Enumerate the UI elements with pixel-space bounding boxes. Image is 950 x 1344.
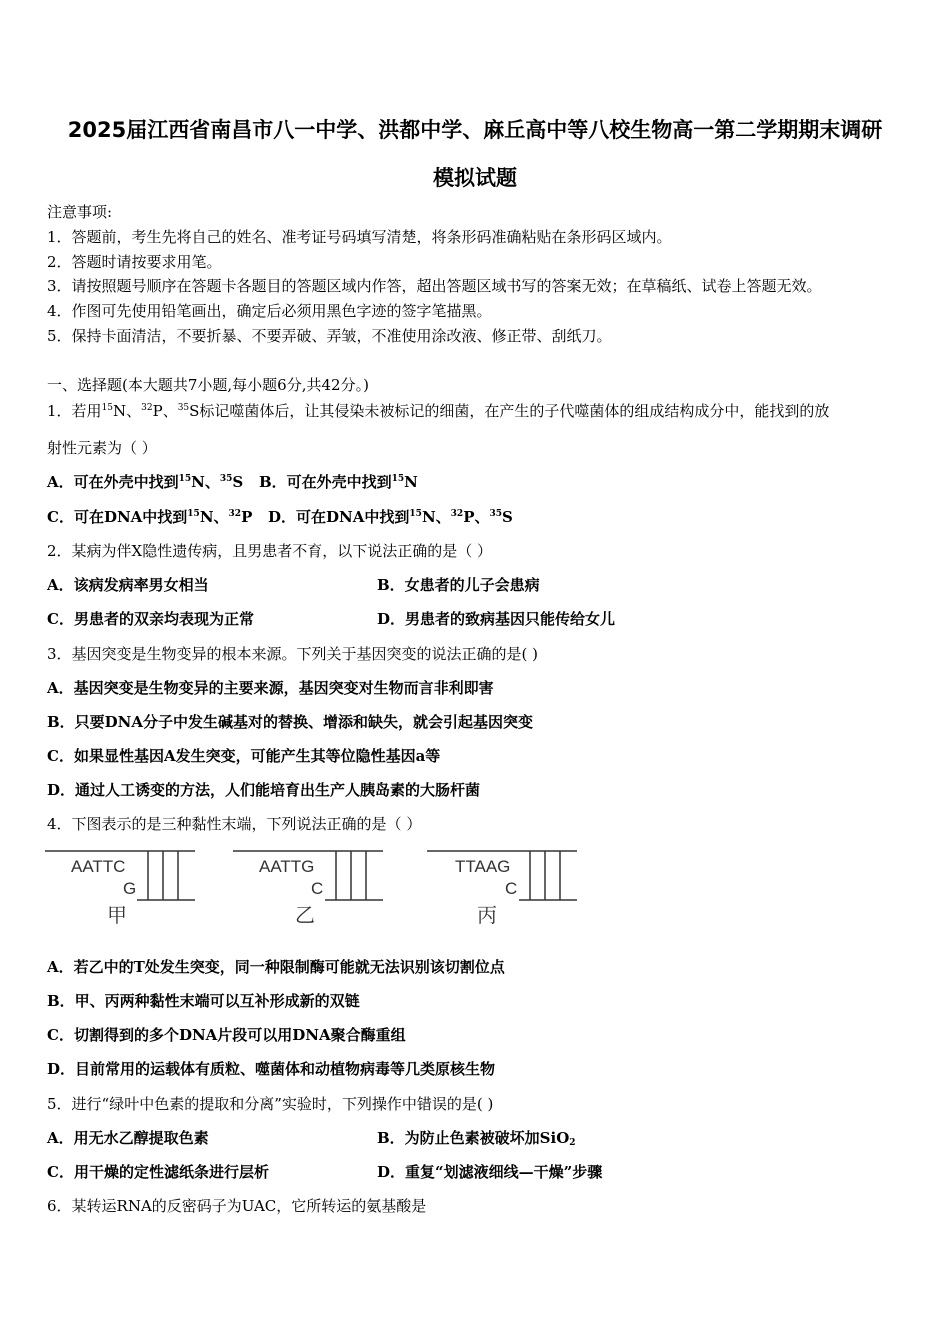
q5-option-c: C．用干燥的定性滤纸条进行层析 bbox=[47, 1163, 269, 1181]
fig-a-bottom-seq: G bbox=[123, 879, 137, 898]
q1-stem-a: 若用 bbox=[71, 402, 102, 420]
q6-stem: 6．某转运RNA的反密码子为UAC，它所转运的氨基酸是 bbox=[47, 1197, 427, 1215]
q1-d-pre: D．可在DNA中找到 bbox=[268, 508, 410, 526]
q4-option-c: C．切割得到的多个DNA片段可以用DNA聚合酶重组 bbox=[47, 1026, 406, 1044]
notice-item-3: 3．请按照题号顺序在答题卡各题目的答题区域内作答，超出答题区域书写的答案无效；在草稿纸、试卷上答题无效。 bbox=[47, 277, 822, 295]
q3-stem: 3．基因突变是生物变异的根本来源。下列关于基因突变的说法正确的是( ) bbox=[47, 645, 539, 663]
q1-c-end: P bbox=[241, 508, 253, 526]
q4-option-a: A．若乙中的T处发生突变，同一种限制酶可能就无法识别该切割位点 bbox=[47, 958, 505, 976]
q5-option-d: D．重复“划滤液细线—干燥”步骤 bbox=[377, 1163, 603, 1181]
q5-b-text: B．为防止色素被破坏加SiO bbox=[377, 1129, 570, 1147]
q1-a-pre: A．可在外壳中找到 bbox=[47, 473, 179, 491]
q2-option-a: A．该病发病率男女相当 bbox=[47, 576, 209, 594]
q3-option-a: A．基因突变是生物变异的主要来源，基因突变对生物而言非利即害 bbox=[47, 679, 494, 697]
q1-sup-15: 15 bbox=[101, 403, 114, 413]
q1-c-sup-32: 32 bbox=[228, 509, 242, 519]
q5-b-sub: 2 bbox=[569, 1138, 576, 1148]
q1-a-sup-35: 35 bbox=[219, 474, 233, 484]
q5-option-b bbox=[377, 1128, 576, 1148]
q4-stem: 4．下图表示的是三种黏性末端，下列说法正确的是（ ） bbox=[47, 815, 422, 833]
page-title-line1: 2025届江西省南昌市八一中学、洪都中学、麻丘高中等八校生物高一第二学期期末调研 bbox=[67, 118, 883, 142]
q1-p: P、 bbox=[152, 402, 178, 420]
fig-b-bottom-seq: C bbox=[311, 879, 324, 898]
q1-options-ab bbox=[47, 472, 418, 492]
q1-d-sup-32: 32 bbox=[450, 509, 464, 519]
q1-a-sup-15: 15 bbox=[178, 474, 192, 484]
notice-heading: 注意事项: bbox=[47, 203, 113, 221]
notice-item-1: 1．答题前，考生先将自己的姓名、准考证号码填写清楚，将条形码准确粘贴在条形码区域内。 bbox=[47, 228, 672, 246]
q2-stem: 2．某病为伴X隐性遗传病，且男患者不育，以下说法正确的是（ ） bbox=[47, 542, 492, 560]
fig-c-label: 丙 bbox=[477, 905, 497, 927]
q1-d-sup-35: 35 bbox=[489, 509, 502, 519]
q2-option-b: B．女患者的儿子会患病 bbox=[377, 576, 540, 594]
q1-c-sup-15: 15 bbox=[187, 509, 200, 519]
q3-option-d: D．通过人工诱变的方法，人们能培育出生产人胰岛素的大肠杆菌 bbox=[47, 781, 481, 799]
q1-d-end: S bbox=[502, 508, 513, 526]
q1-c-mid: N、 bbox=[199, 508, 229, 526]
q1-d-mid1: N、 bbox=[421, 508, 451, 526]
q2-option-c: C．男患者的双亲均表现为正常 bbox=[47, 610, 254, 628]
notice-item-2: 2．答题时请按要求用笔。 bbox=[47, 253, 222, 271]
fig-b-top-seq: AATTG bbox=[259, 857, 315, 876]
q1-a-mid: N、 bbox=[191, 473, 220, 491]
q1-sup-35: 35 bbox=[177, 403, 190, 413]
q3-option-b: B．只要DNA分子中发生碱基对的替换、增添和缺失，就会引起基因突变 bbox=[47, 713, 534, 731]
notice-item-5: 5．保持卡面清洁，不要折暴、不要弄破、弄皱，不准使用涂改液、修正带、刮纸刀。 bbox=[47, 327, 612, 345]
page-title-line2: 模拟试题 bbox=[433, 166, 517, 190]
q1-options-cd bbox=[47, 507, 513, 527]
q1-sup-32: 32 bbox=[141, 403, 153, 413]
fig-a-top-seq: AATTC bbox=[71, 857, 126, 876]
q1-c-pre: C．可在DNA中找到 bbox=[47, 508, 188, 526]
q1-stem-b: S标记噬菌体后，让其侵染未被标记的细菌，在产生的子代噬菌体的组成结构成分中，能找到的放 bbox=[189, 402, 830, 420]
q1-b-end: N bbox=[404, 473, 418, 491]
q2-option-d: D．男患者的致病基因只能传给女儿 bbox=[377, 610, 616, 628]
q1-stem bbox=[47, 401, 829, 421]
sticky-ends-figure bbox=[45, 846, 585, 928]
q1-n: N、 bbox=[113, 402, 142, 420]
q5-option-a: A．用无水乙醇提取色素 bbox=[47, 1129, 209, 1147]
section-heading: 一、选择题(本大题共7小题,每小题6分,共42分。) bbox=[47, 376, 369, 394]
fig-c-top-seq: TTAAG bbox=[455, 857, 511, 876]
fig-a-label: 甲 bbox=[107, 905, 127, 927]
notice-item-4: 4．作图可先使用铅笔画出，确定后必须用黑色字迹的签字笔描黑。 bbox=[47, 302, 492, 320]
q1-b-pre: B．可在外壳中找到 bbox=[258, 473, 392, 491]
q1-b-sup-15: 15 bbox=[391, 474, 405, 484]
q1-num: 1． bbox=[47, 402, 72, 420]
fig-c-bottom-seq: C bbox=[505, 879, 518, 898]
q1-stem-cont: 射性元素为（ ） bbox=[47, 439, 157, 457]
q1-d-mid2: P、 bbox=[463, 508, 490, 526]
fig-b-label: 乙 bbox=[295, 905, 315, 927]
q1-a-end: S bbox=[232, 473, 244, 491]
q4-option-b: B．甲、丙两种黏性末端可以互补形成新的双链 bbox=[47, 992, 360, 1010]
q4-option-d: D．目前常用的运载体有质粒、噬菌体和动植物病毒等几类原核生物 bbox=[47, 1060, 496, 1078]
q1-d-sup-15: 15 bbox=[409, 509, 422, 519]
q5-stem: 5．进行“绿叶中色素的提取和分离”实验时，下列操作中错误的是( ) bbox=[47, 1095, 494, 1113]
q3-option-c: C．如果显性基因A发生突变，可能产生其等位隐性基因a等 bbox=[47, 747, 441, 765]
